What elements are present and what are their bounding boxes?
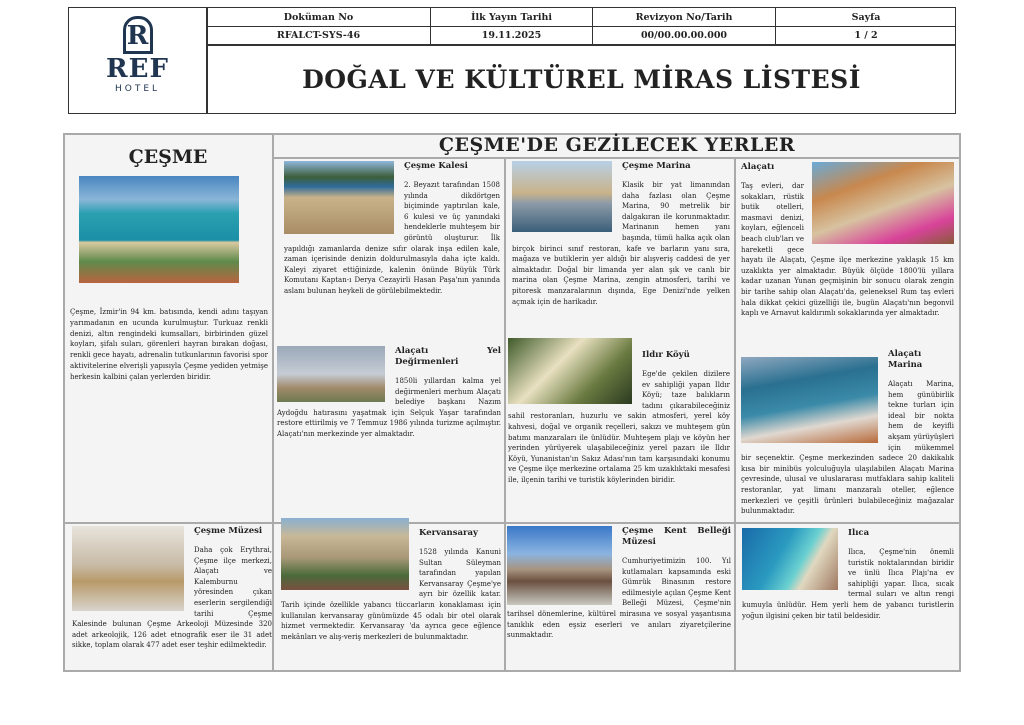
cesme-image <box>79 176 239 283</box>
page-number: 1 / 2 <box>854 30 878 41</box>
doc-no-label: Doküman No <box>283 11 354 23</box>
page-label: Sayfa <box>851 11 881 23</box>
place-title: Ildır Köyü <box>642 350 690 360</box>
cesme-muzesi-image <box>72 526 184 611</box>
place-text: Taş evleri, dar sokakları, rüstik butik otelleri, masmavi denizi, koyları, eğlenceli beach club'ları ve hareketli gece hayatı ile Alaçatı, Çeşme ilçe merkezine yaklaşık 15 km uzaklıkta yer almaktadır. Büyük ölçüde 1800'lü yıllara kadar uzanan Yunan geçmişinin bir sonucu olarak zengin bir tarihe sahip olan Alaçatı'da, geleneksel Rum taş evleri hala dikkat çekici güzelliği ile, bugün Alaçatı'nın begonvil kaplı ve Arnavut kaldırımlı sokaklarında yer almaktadır. <box>741 182 954 318</box>
place-text: 2. Beyazıt tarafından 1508 yılında dikdörtgen biçiminde yaptırılan kale, 6 kulesi ve üç yanındaki hendeklerle muhteşem bir görüntü oluşturur. İlk yapıldığı zamanlarda denize sıfır olarak inşa edilen kale, zaman içerisinde denizin doldurulmasıyla daha içte kaldı. Kaleyi ziyaret ettiğinizde, kalenin önünde Büyük Türk Komutanı Kaptan-ı Derya Cezayirli Hasan Paşa'nın yanında aslanı bulunan heykeli de görülebilmektedir. <box>284 181 500 295</box>
place-title: Çeşme Müzesi <box>194 526 263 536</box>
place-text: 1528 yılında Kanuni Sultan Süleyman tarafından yapılan Kervansaray Çeşme'ye ayrı bir özellik katar. Tarih içinde özellikle yabancı tüccarların konaklaması için kullanılan kervansaray günümüzde 45 odalı bir otel olarak hizmet vermektedir. Kervansaray 'da ayrıca gece eğlence mekânları ve alış-veriş merkezleri de bulunmaktadır. <box>281 548 501 641</box>
place-title: Kervansaray <box>419 528 478 538</box>
place-cesme-muzesi <box>72 526 272 651</box>
place-cesme-marina <box>512 161 730 307</box>
yel-degirmenleri-image <box>277 346 385 402</box>
kervansaray-image <box>281 518 409 590</box>
logo: R REF HOTEL <box>69 16 206 108</box>
place-title: Çeşme Kalesi <box>404 161 468 171</box>
place-text: Alaçatı Marina, hem günübirlik tekne turları için ideal bir nokta hem de keyifli akşam yürüyüşleri için mükemmel bir seçenektir. Çeşme merkezinden sadece 20 dakikalık kısa bir minibüs yolculuğuyla ulaşılabilen Alaçatı Marina çevresinde, ulusal ve uluslararası mutfaklara sahip kaliteli restoranlar, yat limanı manzaralı oteller, eğlence merkezleri ve çeşitli ürünleri bulabileceğiniz mağazalar bulunmaktadır. <box>741 380 954 516</box>
place-ildir-koyu <box>508 338 730 486</box>
place-title: Çeşme Marina <box>622 161 691 171</box>
section-title: ÇEŞME'DE GEZİLECEK YERLER <box>438 134 796 156</box>
place-cesme-kalesi <box>284 161 500 297</box>
place-text: Ege'de çekilen dizilere ev sahipliği yapan Ildır Köyü; taze balıkların tadını çıkarabileceğiniz sahil restoranları, huzurlu ve sakin atmosferi, yerel köy kahvesi, doğal ve organik reçelleri, sakızı ve muhteşem gün batımı manzaraları ile ünlüdür. Muhteşem plajı ve köyün her yerinden yürüyerek ulaşabileceğiniz yerel pazarı ile Ildır Köyü, Yunanistan'ın Sakız Adası'nın tam karşısındaki konumu ve Çeşme ilçe merkezine ortalama 25 km uzaklıktaki mesafesi ile, ilçenin tarihi ve turistik köylerinden biridir. <box>508 370 730 484</box>
place-title: Alaçatı <box>741 162 775 172</box>
alacati-image <box>812 162 954 244</box>
place-alacati-marina <box>741 349 954 517</box>
place-text: Cumhuriyetimizin 100. Yıl kutlamaları kapsamında eski Gümrük Binasının restore edilmesiyle açılan Çeşme Kent Belleği Müzesi, Çeşme'nin tarihsel dönemlerine, kültürel mirasına ve sosyal yaşantısına tanıklık eden eşsiz eserleri ve anıları ziyaretçilerine sunmaktadır. <box>507 557 731 640</box>
place-text: Ilıca, Çeşme'nin önemli turistik noktalarından biridir ve ünlü Ilıca Plajı'na ev sahipliği yapar. Ilıca, sıcak termal suları ve altın rengi kumuyla ünlüdür. Hem yerli hem de yabancı turistlerin yoğun ilgisini çeken bir tatil beldesidir. <box>742 548 954 620</box>
document-title: DOĞAL VE KÜLTÜREL MİRAS LİSTESİ <box>302 64 861 94</box>
place-text: 1850li yıllardan kalma yel değirmenleri merhum Alaçatı belediye başkanı Nazım Aydoğdu hatırasını yaşatmak için Selçuk Yaşar tarafından restore ettirilmiş ve 7 Temmuz 1986 yılında turizme açılmıştır. Alaçatı'nın merkezinde yer almaktadır. <box>277 377 501 438</box>
place-title: Ilıca <box>848 528 870 538</box>
place-title: Alaçatı Marina <box>888 349 923 370</box>
ildir-koyu-image <box>508 338 632 404</box>
cesme-marina-image <box>512 161 612 232</box>
cesme-kalesi-image <box>284 161 394 234</box>
place-ilica <box>742 528 954 621</box>
left-description: Çeşme, İzmir'in 94 km. batısında, kendi adını taşıyan yarımadanın en ucunda kurulmuştur. Turkuaz renkli denizi, altın rengindeki kumsalları, birbirinden güzel koyları, şifalı suları, görenleri hayran bırakan doğası, renkli gece hayatı, adrenalin tutkunlarının favorisi spor aktivitelerine elverişli yapısıyla Çeşme yediden yetmişe herkesin kalbini çalan yerlerden biridir. <box>70 308 268 381</box>
place-text: Klasik bir yat limanından daha fazlası olan Çeşme Marina, 90 metrelik bir dalgakıran ile korunmaktadır. Marinanın hemen yanı başında, tümü halka açık olan birçok birinci sınıf restoran, kafe ve barların yanı sıra, mağaza ve butiklerin yer aldığı bir alışveriş caddesi de yer almaktadır. Doğal bir limanda yer alan şık ve canlı bir marina olan Çeşme Marina, zengin atmosferi, tarihi ve pitoresk manzaralarının dışında, Ege Denizi'nde yelken açmak için de harikadır. <box>512 181 730 306</box>
place-kervansaray <box>281 518 501 642</box>
alacati-marina-image <box>741 357 878 443</box>
first-pub-date: 19.11.2025 <box>481 30 542 41</box>
place-title: Alaçatı Yel Değirmenleri <box>395 346 501 367</box>
place-text: Daha çok Erythrai, Çeşme ilçe merkezi, Alaçatı ve Kalemburnu yöresinden çıkan eserlerin sergilendiği tarihi Çeşme Kalesinde bulunan Çeşme Arkeoloji Müzesinde 320 adet arkeolojik, 126 adet etnografik eser ile 31 adet sikke, toplam olarak 477 adet eser teşhir edilmektedir. <box>72 546 272 650</box>
revision: 00/00.00.00.000 <box>640 30 728 41</box>
place-title: Çeşme Kent Belleği Müzesi <box>622 526 731 547</box>
revision-label: Revizyon No/Tarih <box>635 11 733 23</box>
left-title: ÇEŞME <box>128 146 208 168</box>
ilica-image <box>742 528 838 590</box>
logo-mark: R <box>123 16 153 54</box>
kent-bellegi-image <box>507 526 612 605</box>
place-alacati <box>741 162 954 319</box>
place-alacati-yel-degirmenleri <box>277 346 501 440</box>
first-pub-label: İlk Yayın Tarihi <box>471 11 552 23</box>
document-header <box>68 7 956 114</box>
doc-no: RFALCT-SYS-46 <box>276 30 361 41</box>
place-kent-bellegi-muzesi <box>507 526 731 641</box>
